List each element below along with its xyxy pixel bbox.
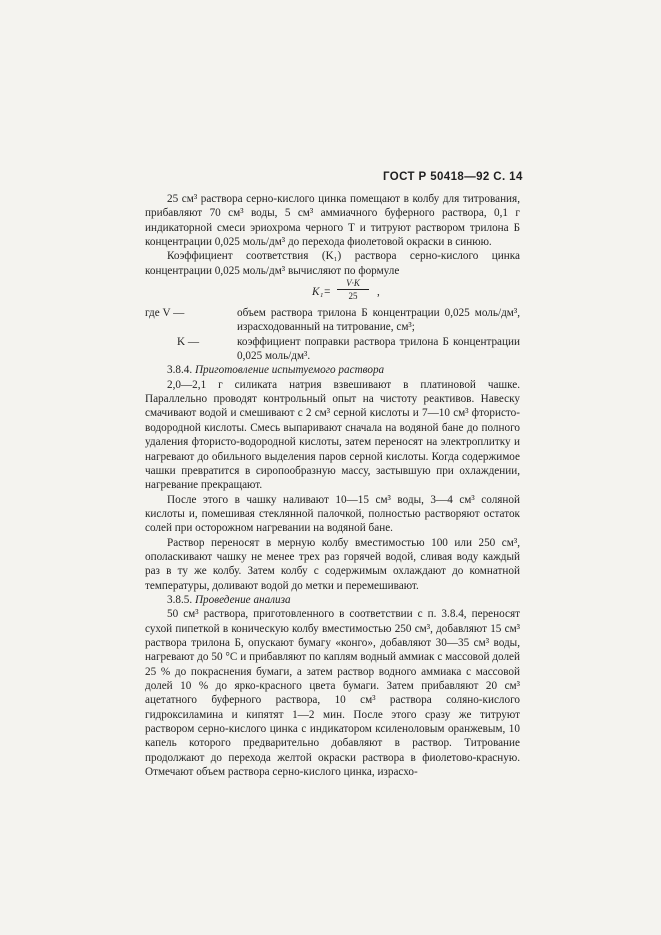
formula-tail: , bbox=[377, 286, 380, 299]
definition-v bbox=[145, 306, 520, 335]
paragraph-titration: 25 см³ раствора серно-кислого цинка помещают в колбу для титрования, прибавляют 70 см³ воды, 5 см³ аммиачного буферного раствора, 0,1 г индикаторной смеси эриохрома черного Т и титруют раствором трилона Б концентрации 0,025 моль/дм³ до перехода фиолетовой окраски в синюю. bbox=[145, 193, 520, 249]
formula-numerator: V·K bbox=[337, 278, 369, 290]
formula-lhs: K₁= bbox=[312, 286, 331, 299]
page-header: ГОСТ Р 50418—92 С. 14 bbox=[383, 171, 523, 183]
definition-k-lead: K — bbox=[177, 335, 200, 348]
paragraph-sample-preparation: 2,0—2,1 г силиката натрия взвешивают в платиновой чашке. Параллельно проводят контрольный опыт на чистоту реактивов. Навеску смачивают водой и смешивают с 2 см³ серной кислоты и 7—10 см³ фтористо-водородной кислоты. Смесь выпаривают сначала на водяной бане до полного удаления фтористо-водородной кислоты, затем переносят на электроплитку и нагревают до обильного выделения паров серной кислоты. Когда содержимое чашки превратится в сиропообразную массу, застывшую при охлаждении, нагревание прекращают. bbox=[145, 378, 520, 492]
section-number: 3.8.4. bbox=[167, 364, 193, 377]
definition-v-text: объем раствора трилона Б концентрации 0,025 моль/дм³, израсходованный на титрование, см³; bbox=[237, 307, 520, 334]
section-number: 3.8.5. bbox=[167, 593, 193, 606]
formula-denominator: 25 bbox=[348, 291, 358, 302]
paragraph-dissolution: После этого в чашку наливают 10—15 см³ воды, 3—4 см³ соляной кислоты и, помешивая стеклянной палочкой, полностью растворяют остаток солей при осторожном нагревании на водяной бане. bbox=[145, 493, 520, 535]
formula-k1 bbox=[145, 278, 520, 306]
definition-v-lead: где V — bbox=[145, 307, 185, 320]
document-body bbox=[145, 192, 520, 779]
paragraph-analysis: 50 см³ раствора, приготовленного в соответствии с п. 3.8.4, переносят сухой пипеткой в коническую колбу вместимостью 250 см³, добавляют 15 см³ раствора трилона Б, опускают бумагу «конго», добавляют 30—35 см³ воды, нагревают до 50 °С и прибавляют по каплям водный аммиак с массовой долей 25 % до покраснения бумаги, а затем раствор водного аммиака с массовой долей 10 % до ярко-красного цвета бумаги. Затем прибавляют 20 см³ ацетатного буферного раствора, 10 см³ раствора соляно-кислого гидроксиламина и кипятят 1—2 мин. После этого сразу же титруют раствором серно-кислого цинка с индикатором ксиленоловым оранжевым, 10 капель которого предварительно добавляют в раствор. Титрование продолжают до перехода желтой окраски раствора в фиолетово-красную. Отмечают объем раствора серно-кислого цинка, израсхо- bbox=[145, 608, 520, 779]
definition-k bbox=[145, 335, 520, 364]
section-heading-3-8-5 bbox=[145, 593, 520, 607]
section-heading-3-8-4 bbox=[145, 363, 520, 377]
section-title: Приготовление испытуемого раствора bbox=[194, 364, 385, 377]
paragraph-coefficient-intro: Коэффициент соответствия (K₁) раствора серно-кислого цинка концентрации 0,025 моль/дм³ вычисляют по формуле bbox=[145, 250, 520, 277]
formula-fraction bbox=[337, 278, 369, 301]
paragraph-transfer: Раствор переносят в мерную колбу вместимостью 100 или 250 см³, ополаскивают чашку не менее трех раз горячей водой, сливая воду каждый раз в ту же колбу. Затем колбу с содержимым охлаждают до комнатной температуры, доливают водой до метки и перемешивают. bbox=[145, 536, 520, 592]
section-title: Проведение анализа bbox=[194, 593, 291, 606]
definition-k-text: коэффициент поправки раствора трилона Б концентрации 0,025 моль/дм³. bbox=[237, 335, 520, 363]
